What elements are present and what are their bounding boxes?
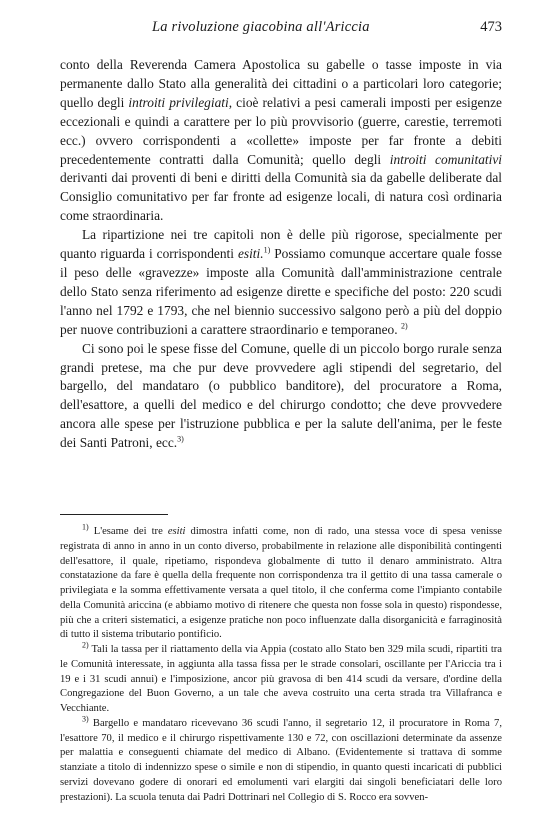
footnote-number: 2) [82, 640, 89, 650]
footnote-2 [60, 640, 502, 717]
text-run: La ripartizione nei tre capitoli non è delle più rigorose, specialmente per quanto riguarda i corrispondenti [60, 227, 502, 262]
paragraph-1 [60, 56, 502, 226]
text-run: dimostra infatti come, non di rado, una stessa voce di spesa venisse registrata di anno in anno in un conto diverso, probabilmente in relazione alle disponibilità contingenti dell'esattore, il quale, ripetiamo, rispondeva globalmente di tutto il denaro amministrato. Altra constatazione da fare è quella della frequente non corrispondenza tra il gettito di una tassa camerale o privilegiata e la somma effettivamente versata a quel titolo, il che conferma come l'impianto contabile della Comunità ariccina (e abbiamo motivo di ritenere che questa non fosse sola in questo) rispondesse, più che a criteri sistematici, a esigenze pratiche non poco influenzate dalla disorganicità e farraginosità di tutto il sistema tributario pontificio. [60, 526, 502, 641]
footnote-ref-1: 1) [263, 245, 271, 255]
footnotes [60, 514, 502, 805]
footnote-1 [60, 522, 502, 643]
page-header [60, 19, 502, 39]
text-run: conto della Reverenda Camera Apostolica su gabelle o tasse imposte in via permanente dallo Stato alla generalità dei cittadini o a particolari loro categorie; quello degli [60, 57, 502, 110]
running-title: La rivoluzione giacobina all'Ariccia [152, 19, 370, 35]
footnote-ref-2: 2) [400, 321, 408, 331]
text-run: L'esame dei tre [88, 526, 168, 537]
text-run: Possiamo comunque accertare quale fosse il peso delle «gravezze» imposte alla Comunità dall'amministrazione centrale dello Stato senza riferimento ad esigenze dirette e specifiche del posto: 220 scudi l'anno nel 1792 e 1793, che nel biennio successivo salgono però a più del doppio per nuove contribuzioni a carattere straordinario e temporaneo. [60, 246, 502, 337]
main-text [60, 56, 502, 453]
emphasis: esiti [167, 526, 186, 537]
page-number: 473 [480, 19, 502, 35]
footnote-ref-3: 3) [177, 434, 184, 444]
text-run: Ci sono poi le spese fisse del Comune, quelle di un piccolo borgo rurale senza grandi pretese, ma che pur deve provvedere agli stipendi del segretario, del bargello, del mandataro (o pubblico banditore), del procuratore a Roma, dell'esattore, a quelli del medico e del chirurgo condotto; che deve provvedere ancora alle spese per l'istruzione pubblica e per la salute dell'anima, per le feste dei Santi Patroni, ecc. [60, 340, 502, 451]
footnote-number: 3) [82, 714, 89, 724]
footnote-3 [60, 714, 502, 806]
emphasis: introiti privilegiati [128, 94, 229, 110]
text-run: , cioè relativi a pesi camerali imposti per esigenze eccezionali e quindi a carattere per lo più provvisorio (guerre, carestie, terremoti ecc.) ovvero corrispondenti a «collette» imposte per far fronte a debiti precedentemente contratti dalla Comunità; quello degli [60, 94, 502, 167]
text-run: Bargello e mandataro ricevevano 36 scudi l'anno, il segretario 12, il procuratore in Roma 7, l'esattore 70, il medico e il chirurgo rispettivamente 130 e 72, con oscillazioni determinate da assenze per malattia e conseguenti chiamate del medico di Albano. (Evidentemente si trattava di somme stanziate a titolo di indennizzo spese o simile e non di stipendio, in quanto questi incaricati di pubblici servizi dovevano godere di onorari ed emolumenti vari elargiti dai singoli beneficiatari delle loro prestazioni). La scuola tenuta dai Padri Dottrinari nel Collegio di S. Rocco era sovven- [60, 717, 502, 803]
paragraph-2 [60, 226, 502, 339]
emphasis: introiti comunitativi [389, 151, 502, 167]
footnote-divider [60, 514, 168, 515]
emphasis: esiti. [237, 246, 264, 262]
text-run: Tali la tassa per il riattamento della via Appia (costato allo Stato ben 329 mila scudi, ripartiti tra le Comunità interessate, in aggiunta alla tassa fissa per le strade consolari, oscillante per l'Ariccia tra i 19 e i 31 scudi annui) e l'imposizione, ancor più gravosa di ben 414 scudi da versare, d'ordine della Congregazione del Buon Governo, a un tale che aveva costruito una certa strada tra Villafranca e Vecchiante. [60, 644, 502, 714]
footnote-number: 1) [82, 522, 89, 532]
paragraph-3 [60, 340, 502, 453]
text-run: derivanti dai proventi di beni e diritti della Comunità sia da gabelle deliberate dal Consiglio comunitativo per far fronte ad esigenze locali, di natura così ordinaria come straordinaria. [60, 170, 502, 224]
